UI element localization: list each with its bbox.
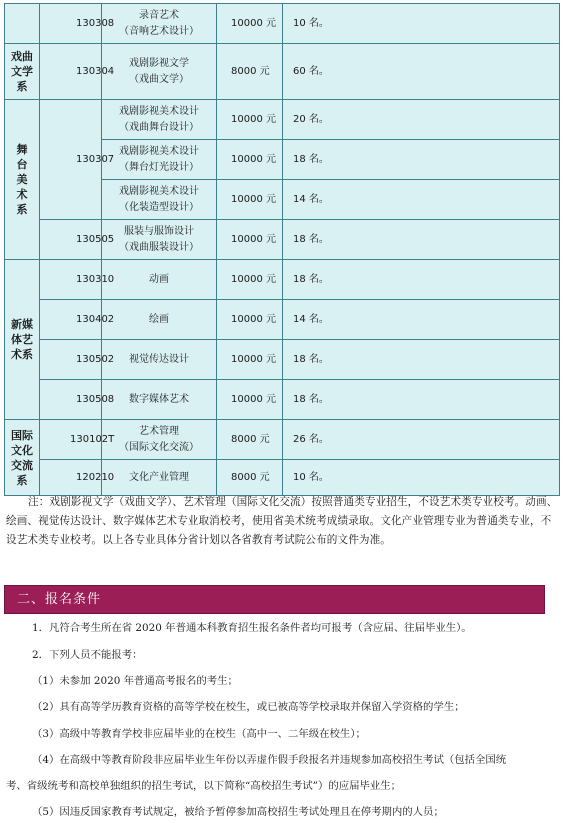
tuition-fee: 10000 元 xyxy=(217,100,283,140)
requirement-item: 2．下列人员不能报考： xyxy=(32,649,143,661)
table-row xyxy=(5,220,560,260)
tuition-fee: 10000 元 xyxy=(217,220,283,260)
major-name: 绘画 xyxy=(102,300,217,340)
tuition-fee: 10000 元 xyxy=(217,260,283,300)
section-title: 二、报名条件 xyxy=(17,592,102,607)
tuition-fee: 10000 元 xyxy=(217,140,283,180)
major-name: 视觉传达设计 xyxy=(102,340,217,380)
enrollment-plan: 10 名。 xyxy=(283,4,560,44)
enrollment-plan: 14 名。 xyxy=(283,300,560,340)
table-row xyxy=(5,44,560,100)
major-code: 130102T xyxy=(40,420,102,460)
department-new-media: 新媒 体艺 术系 xyxy=(5,260,40,420)
tuition-fee: 10000 元 xyxy=(217,300,283,340)
requirement-item: （5）因违反国家教育考试规定，被给予暂停参加高校招生考试处理且在停考期内的人员； xyxy=(32,806,444,818)
tuition-fee: 8000 元 xyxy=(217,460,283,496)
department-cell xyxy=(5,4,40,44)
enrollment-plan: 20 名。 xyxy=(283,100,560,140)
enrollment-plan: 26 名。 xyxy=(283,420,560,460)
department-opera-literature: 戏曲 文学 系 xyxy=(5,44,40,100)
tuition-fee: 8000 元 xyxy=(217,420,283,460)
tuition-fee: 8000 元 xyxy=(217,44,283,100)
major-name: 艺术管理 （国际文化交流） xyxy=(102,420,217,460)
table-row xyxy=(5,260,560,300)
major-name: 动画 xyxy=(102,260,217,300)
table-row xyxy=(5,420,560,460)
requirement-item: （4）在高级中等教育阶段非应届毕业生年份以弄虚作假手段报名并违规参加高校招生考试（包括全国统 xyxy=(32,754,507,766)
major-name: 文化产业管理 xyxy=(102,460,217,496)
major-code: 130308 xyxy=(40,4,102,44)
tuition-fee: 10000 元 xyxy=(217,180,283,220)
major-code: 130307 xyxy=(40,100,102,220)
major-name: 数字媒体艺术 xyxy=(102,380,217,420)
admission-plan-table xyxy=(4,3,560,496)
major-code: 130508 xyxy=(40,380,102,420)
major-code: 130310 xyxy=(40,260,102,300)
major-name: 戏剧影视美术设计 （舞台灯光设计） xyxy=(102,140,217,180)
table-row xyxy=(5,380,560,420)
major-code: 130502 xyxy=(40,340,102,380)
major-name: 戏剧影视美术设计 （化装造型设计） xyxy=(102,180,217,220)
enrollment-plan: 60 名。 xyxy=(283,44,560,100)
enrollment-plan: 18 名。 xyxy=(283,380,560,420)
enrollment-plan: 10 名。 xyxy=(283,460,560,496)
major-code: 130505 xyxy=(40,220,102,260)
major-name: 戏剧影视文学 （戏曲文学） xyxy=(102,44,217,100)
requirement-item: （3）高级中等教育学校非应届毕业的在校生（高中一、二年级在校生）； xyxy=(32,728,366,740)
section-heading-bar xyxy=(4,585,545,614)
requirement-item-continued: 考、省级统考和高校单独组织的招生考试，以下简称“高校招生考试”）的应届毕业生； xyxy=(6,780,402,792)
department-stage-art: 舞 台 美 术 系 xyxy=(5,100,40,260)
major-code: 130304 xyxy=(40,44,102,100)
table-note: 注：戏剧影视文学（戏曲文学）、艺术管理（国际文化交流）按照普通类专业招生，不设艺术类专业校考。动画、绘画、视觉传达设计、数字媒体艺术专业取消校考，使用省美术统考成绩录取。文化产业管理专业为普通类专业，不设艺术类专业校考。以上各专业具体分省计划以各省教育考试院公布的文件为准。 xyxy=(6,496,558,546)
enrollment-plan: 18 名。 xyxy=(283,340,560,380)
major-name: 服装与服饰设计 （戏曲服装设计） xyxy=(102,220,217,260)
major-code: 130402 xyxy=(40,300,102,340)
major-name: 戏剧影视美术设计 （戏曲舞台设计） xyxy=(102,100,217,140)
tuition-fee: 10000 元 xyxy=(217,4,283,44)
major-name: 录音艺术 （音响艺术设计） xyxy=(102,4,217,44)
enrollment-plan: 18 名。 xyxy=(283,140,560,180)
requirement-item: 1．凡符合考生所在省 2020 年普通本科教育招生报名条件者均可报考（含应届、往届毕业生）。 xyxy=(32,622,472,634)
table-row xyxy=(5,340,560,380)
enrollment-plan: 14 名。 xyxy=(283,180,560,220)
tuition-fee: 10000 元 xyxy=(217,380,283,420)
enrollment-plan: 18 名。 xyxy=(283,220,560,260)
department-intl-culture: 国际 文化 交流 系 xyxy=(5,420,40,496)
table-row xyxy=(5,300,560,340)
requirement-item: （1）未参加 2020 年普通高考报名的考生； xyxy=(32,675,238,687)
table-row xyxy=(5,4,560,44)
requirement-item: （2）具有高等学历教育资格的高等学校在校生，或已被高等学校录取并保留入学资格的学生； xyxy=(32,701,465,713)
table-row xyxy=(5,100,560,140)
major-code: 120210 xyxy=(40,460,102,496)
enrollment-plan: 18 名。 xyxy=(283,260,560,300)
table-row xyxy=(5,460,560,496)
tuition-fee: 10000 元 xyxy=(217,340,283,380)
